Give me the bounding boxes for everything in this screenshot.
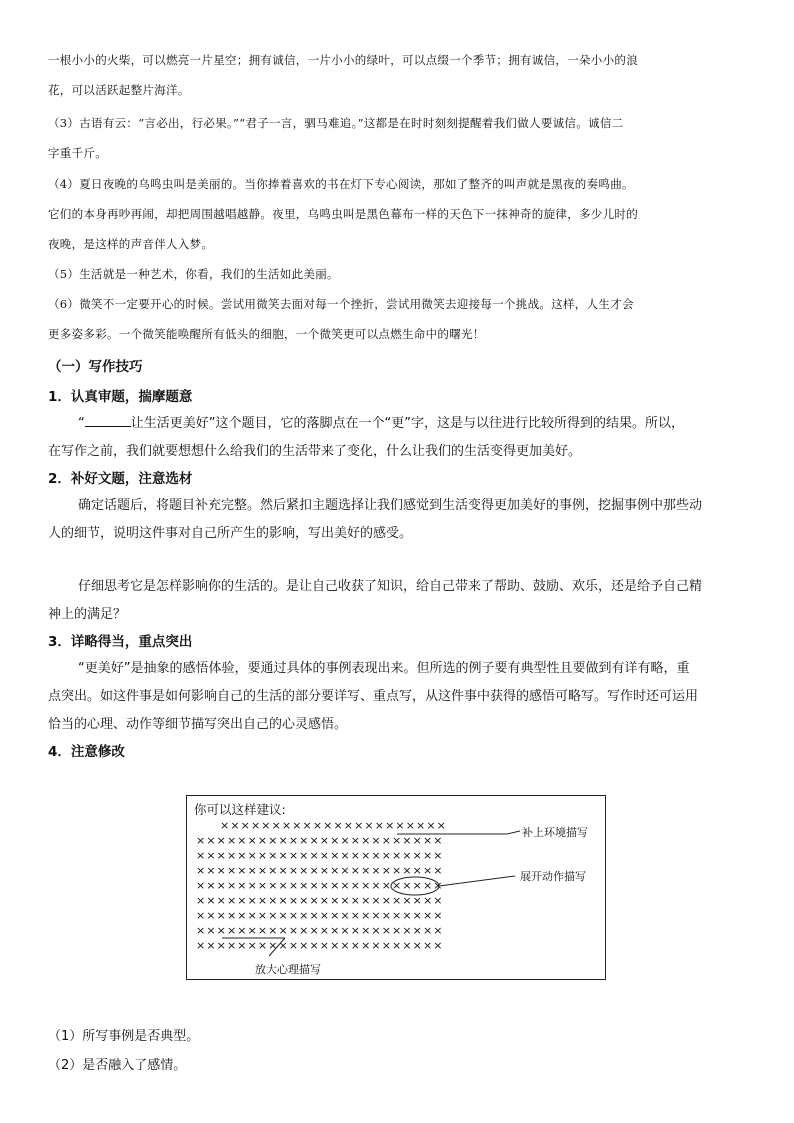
x-row: ××××××××××××××××××××××××: [196, 834, 444, 847]
example-line-10: 更多姿多彩。一个微笑能唤醒所有低头的细胞，一个微笑更可以点燃生命中的曙光！: [48, 327, 485, 341]
x-row: ××××××××××××××××××××××××: [196, 939, 444, 952]
example-line-5: （4）夏日夜晚的乌鸣虫叫是美丽的。当你捧着喜欢的书在灯下专心阅读，那如了整齐的叫声就是黑夜的奏鸣曲。: [48, 177, 634, 191]
tip-1-heading: 1．认真审题，揣摩题意: [48, 389, 193, 405]
example-line-8: （5）生活就是一种艺术，你看，我们的生活如此美丽。: [48, 267, 339, 281]
example-line-4: 字重千斤。: [48, 146, 107, 160]
tip-3-line-2: 点突出。如这件事是如何影响自己的生活的部分要详写、重点写，从这件事中获得的感悟可略写。写作时还可运用: [48, 689, 699, 704]
x-row: ××××××××××××××××××××××××: [196, 864, 444, 877]
checklist-item-2: （2）是否融入了感情。: [48, 1058, 187, 1073]
diagram-title: 你可以这样建议:: [194, 802, 286, 817]
psychology-leader: [269, 938, 285, 956]
tip-2-line-1: 确定话题后，将题目补充完整。然后紧扣主题选择让我们感觉到生活变得更加美好的事例，挖掘事例中那些动: [78, 498, 703, 513]
tip-2-heading: 2．补好文题，注意选材: [48, 471, 193, 487]
tip-2-line-4: 神上的满足？: [48, 607, 127, 622]
action-ellipse: [391, 877, 439, 895]
action-leader: [439, 876, 515, 886]
x-row: ××××××××××××××××××××××××: [196, 894, 444, 907]
environment-leader: [507, 831, 520, 834]
tip-1-line-1: [78, 412, 684, 431]
tip-2-line-3: 仔细思考它是怎样影响你的生活的。是让自己收获了知识，给自己带来了帮助、鼓励、欢乐，还是给予自己精: [78, 579, 703, 594]
x-row: ××××××××××××××××××××××××: [196, 924, 444, 937]
tip-3-heading: 3．详略得当，重点突出: [48, 634, 193, 650]
example-line-9: （6）微笑不一定要开心的时候。尝试用微笑去面对每一个挫折，尝试用微笑去迎接每一个挑战。这样，人生才会: [48, 297, 634, 311]
checklist-item-1: （1）所写事例是否典型。: [48, 1029, 200, 1044]
example-line-7: 夜晚，是这样的声音伴人入梦。: [48, 237, 214, 251]
note-environment: 补上环境描写: [522, 826, 588, 839]
x-row: ××××××××××××××××××××××××: [196, 849, 444, 862]
note-action: 展开动作描写: [520, 870, 586, 883]
tip-4-heading: 4．注意修改: [48, 744, 125, 760]
x-row: ××××××××××××××××××××××××: [196, 879, 444, 892]
quote-open: “: [78, 416, 85, 431]
x-row: ××××××××××××××××××××××××: [196, 909, 444, 922]
example-line-6: 它们的本身再吵再闹，却把周围越唱越静。夜里，乌鸣虫叫是黑色幕布一样的天色下一抹神奇的旋律，多少儿时的: [48, 207, 638, 221]
example-line-2: 花，可以活跃起整片海洋。: [48, 83, 190, 97]
x-row: ××××××××××××××××××××××: [220, 819, 447, 832]
tip-3-line-3: 恰当的心理、动作等细节描写突出自己的心灵感悟。: [48, 717, 348, 732]
title-blank: [85, 414, 131, 427]
tip-3-line-1: “更美好”是抽象的感悟体验，要通过具体的事例表现出来。但所选的例子要有典型性且要做到有详有略，重: [78, 661, 690, 676]
note-psychology: 放大心理描写: [255, 963, 321, 976]
section-title: （一）写作技巧: [48, 359, 143, 375]
example-line-3: （3）古语有云：“言必出，行必果。”“君子一言，驷马难追。”这都是在时时刻刻提醒着我们做人要诚信。诚信二: [48, 116, 624, 130]
tip-2-line-2: 人的细节，说明这件事对自己所产生的影响，写出美好的感受。: [48, 526, 413, 541]
example-line-1: 一根小小的火柴，可以燃亮一片星空；拥有诚信，一片小小的绿叶，可以点缀一个季节；拥有诚信，一朵小小的浪: [48, 53, 638, 67]
revision-diagram: [186, 795, 606, 980]
tip-1-line-2: 在写作之前，我们就要想想什么给我们的生活带来了变化，什么让我们的生活变得更加美好。: [48, 444, 582, 459]
tip-1-line-1-text: 让生活更美好”这个题目，它的落脚点在一个“更”字，这是与以往进行比较所得到的结果。所以，: [130, 416, 684, 431]
